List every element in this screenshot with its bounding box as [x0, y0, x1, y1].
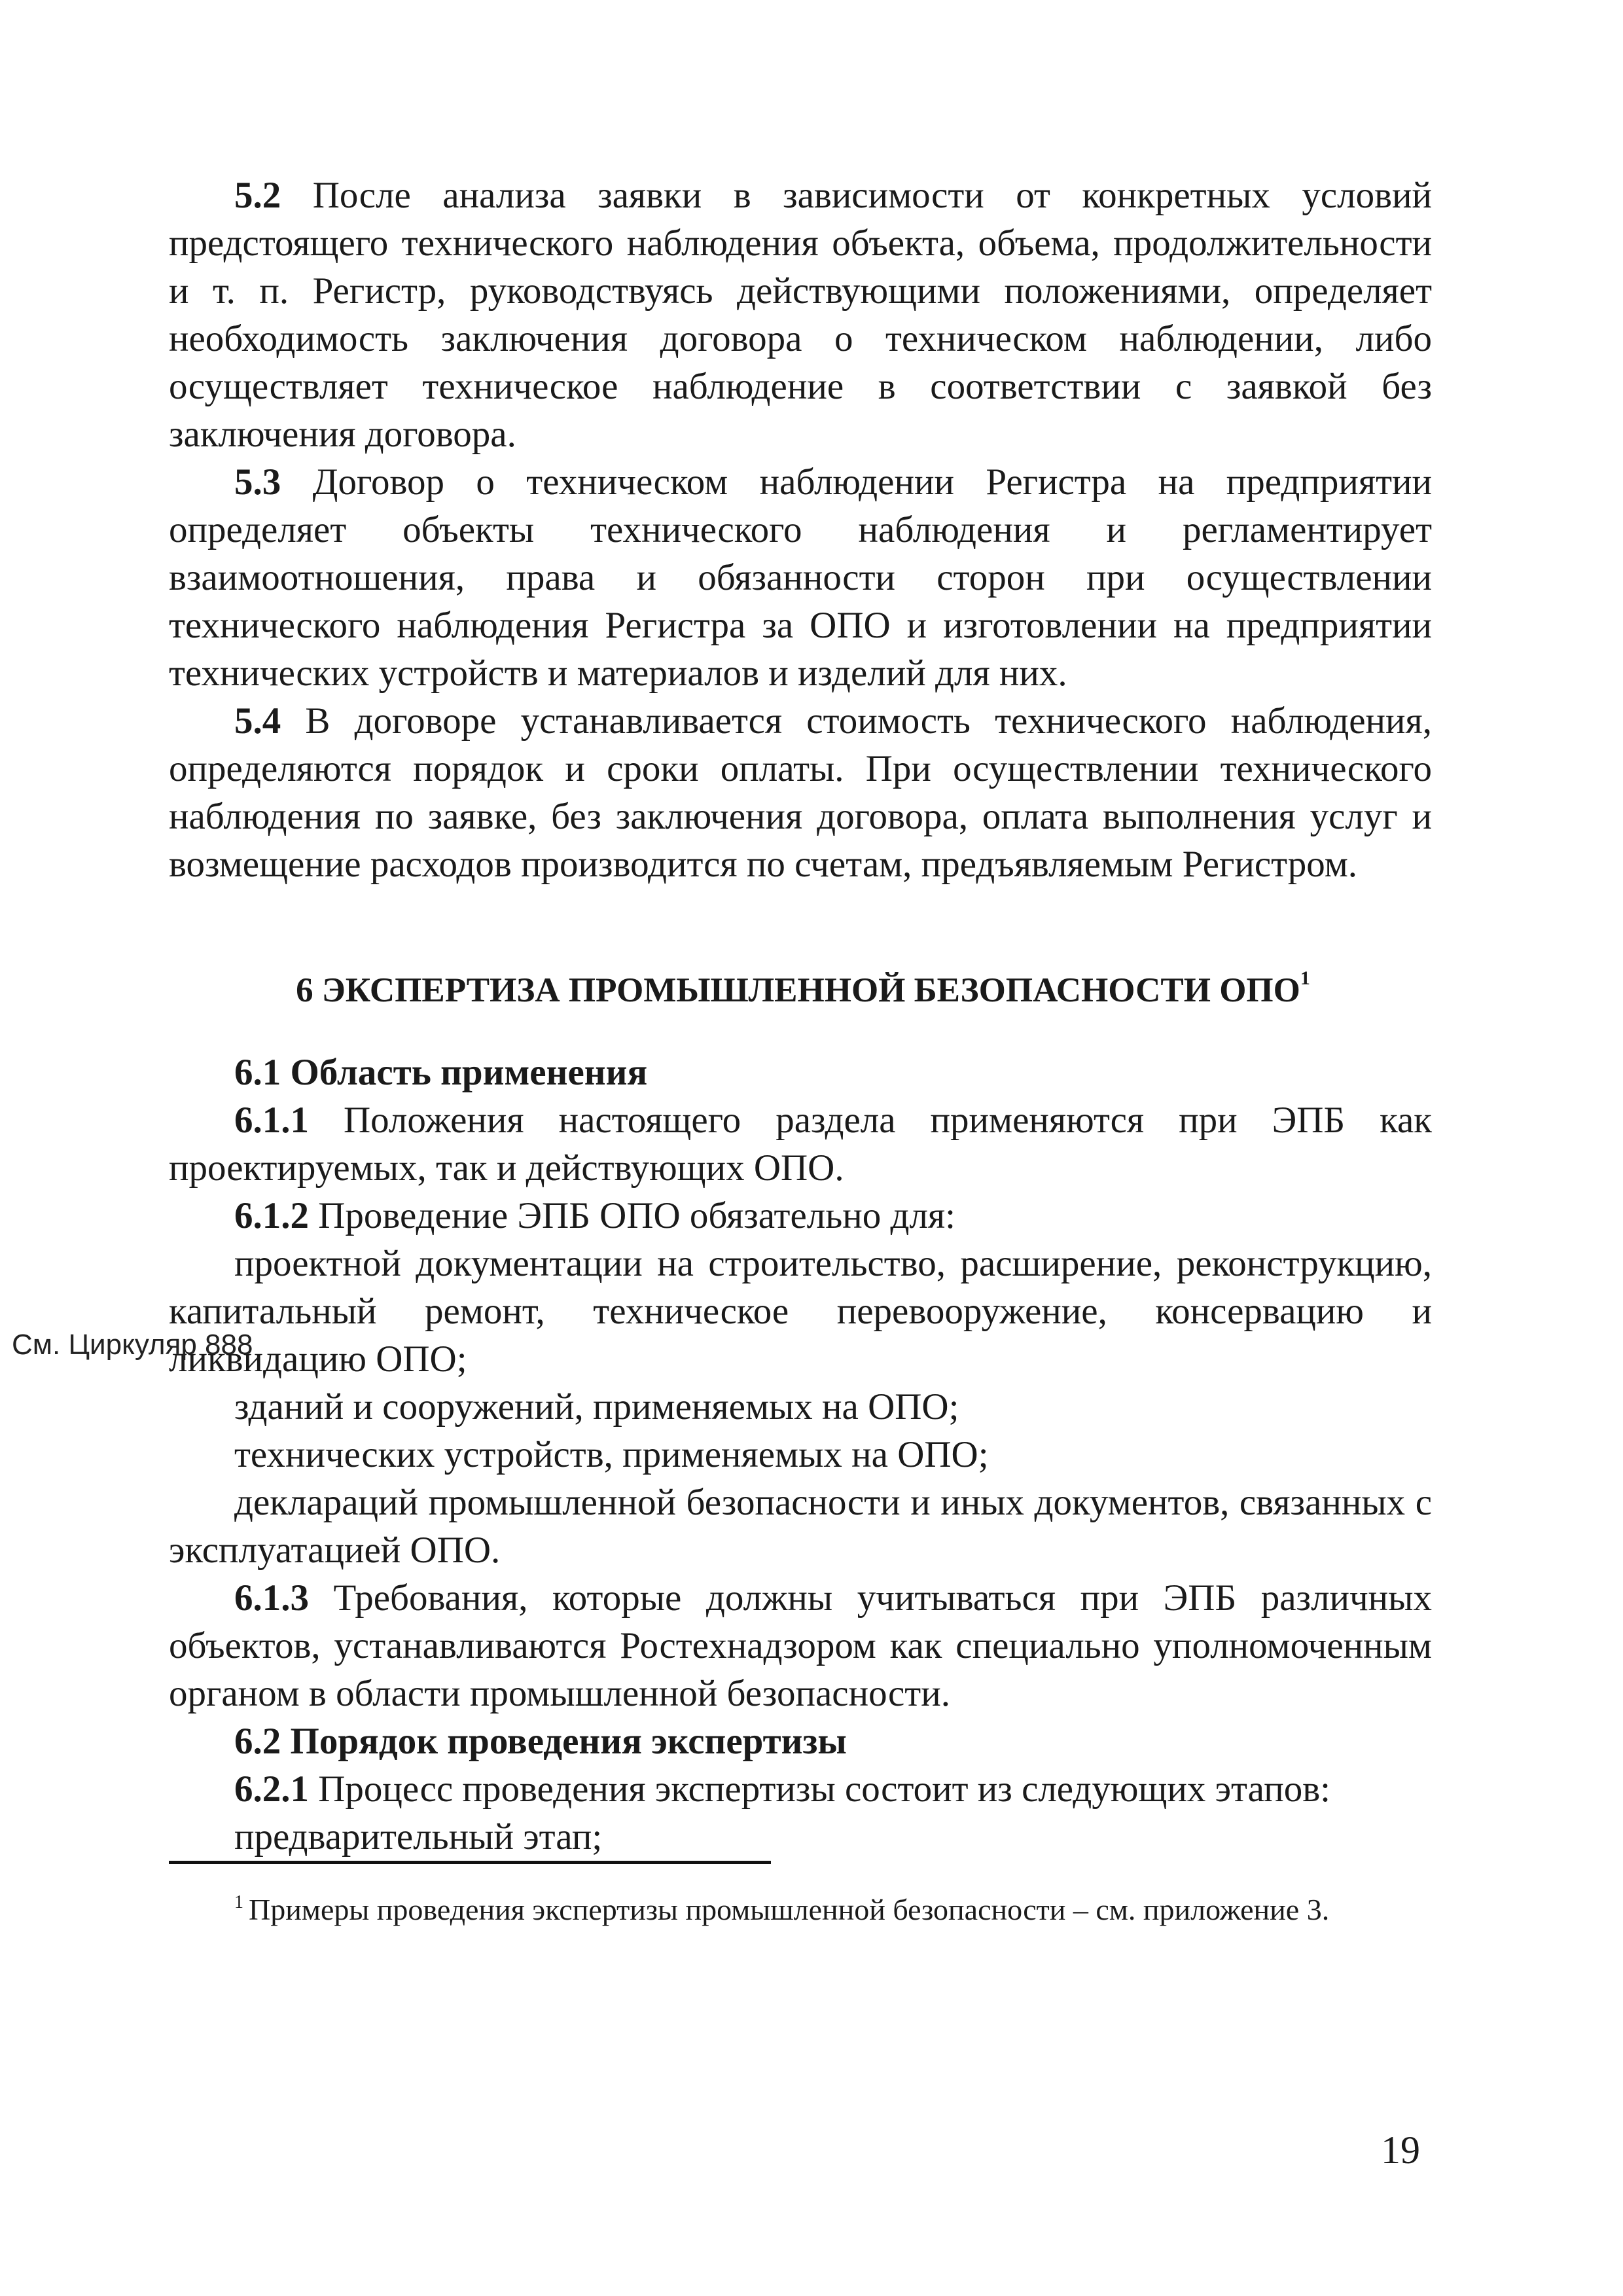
- section-title: [169, 967, 1432, 1014]
- list-item: деклараций промышленной безопасности и иных документов, связанных с эксплуатацией ОПО.: [169, 1482, 1432, 1571]
- list-item: проектной документации на строительство, расширение, реконструкцию, капитальный ремонт, техническое перевооружение, консервацию и ликвидацию ОПО;: [169, 1243, 1432, 1380]
- clause-number: 6.2.1: [234, 1768, 309, 1810]
- footnote-reference[interactable]: 1: [1300, 967, 1310, 989]
- clause-text: Договор о техническом наблюдении Регистра на предприятии определяет объекты технического наблюдения и регламентирует взаимоотношения, права и обязанности сторон при осуществлении технического наблюдения Регистра за ОПО и изготовлении на предприятии технических устройств и материалов и изделий для них.: [169, 461, 1432, 694]
- clause-number: 5.3: [234, 461, 281, 503]
- paragraph-6-1-1: [169, 1096, 1432, 1192]
- subsection-heading-6-1: 6.1 Область применения: [234, 1052, 648, 1093]
- list-item: технических устройств, применяемых на ОПО;: [234, 1434, 989, 1475]
- paragraph-5-2: [169, 171, 1432, 458]
- paragraph-6-2-1: [169, 1765, 1432, 1813]
- clause-number: 6.1.1: [234, 1100, 309, 1141]
- clause-number: 6.1.3: [234, 1577, 309, 1619]
- page-number: 19: [1381, 2128, 1420, 2172]
- paragraph-6-1-2: [169, 1192, 1432, 1240]
- page-body: [169, 171, 1432, 1861]
- paragraph-5-4: [169, 697, 1432, 888]
- circular-reference-stamp: См. Циркуляр 888: [12, 1329, 253, 1361]
- clause-number: 5.2: [234, 175, 281, 216]
- subsection-heading-6-2: 6.2 Порядок проведения экспертизы: [234, 1721, 847, 1762]
- list-item: зданий и сооружений, применяемых на ОПО;: [234, 1386, 959, 1427]
- footnote: [234, 1890, 1445, 1929]
- clause-text: После анализа заявки в зависимости от конкретных условий предстоящего технического наблюдения объекта, объема, продолжительности и т. п. Регистр, руководствуясь действующими положениями, определяет необходимость заключения договора о техническом наблюдении, либо осуществляет техническое наблюдение в соответствии с заявкой без заключения договора.: [169, 175, 1432, 455]
- clause-number: 5.4: [234, 700, 281, 742]
- clause-text: Проведение ЭПБ ОПО обязательно для:: [309, 1195, 955, 1236]
- list-item: предварительный этап;: [234, 1816, 603, 1857]
- clause-text: Положения настоящего раздела применяются при ЭПБ как проектируемых, так и действующих ОПО.: [169, 1100, 1432, 1189]
- paragraph-6-1-3: [169, 1574, 1432, 1717]
- paragraph-5-3: [169, 458, 1432, 697]
- footnote-text: Примеры проведения экспертизы промышленной безопасности – см. приложение 3.: [249, 1893, 1330, 1926]
- footnote-divider: [169, 1861, 771, 1864]
- clause-number: 6.1.2: [234, 1195, 309, 1236]
- clause-text: Процесс проведения экспертизы состоит из следующих этапов:: [309, 1768, 1330, 1810]
- clause-text: Требования, которые должны учитываться при ЭПБ различных объектов, устанавливаются Ростехнадзором как специально уполномоченным органом в области промышленной безопасности.: [169, 1577, 1432, 1714]
- section-title-text: 6 ЭКСПЕРТИЗА ПРОМЫШЛЕННОЙ БЕЗОПАСНОСТИ ОПО: [296, 971, 1300, 1009]
- footnote-mark: 1: [234, 1892, 243, 1912]
- clause-text: В договоре устанавливается стоимость технического наблюдения, определяются порядок и сроки оплаты. При осуществлении технического наблюдения по заявке, без заключения договора, оплата выполнения услуг и возмещение расходов производится по счетам, предъявляемым Регистром.: [169, 700, 1432, 885]
